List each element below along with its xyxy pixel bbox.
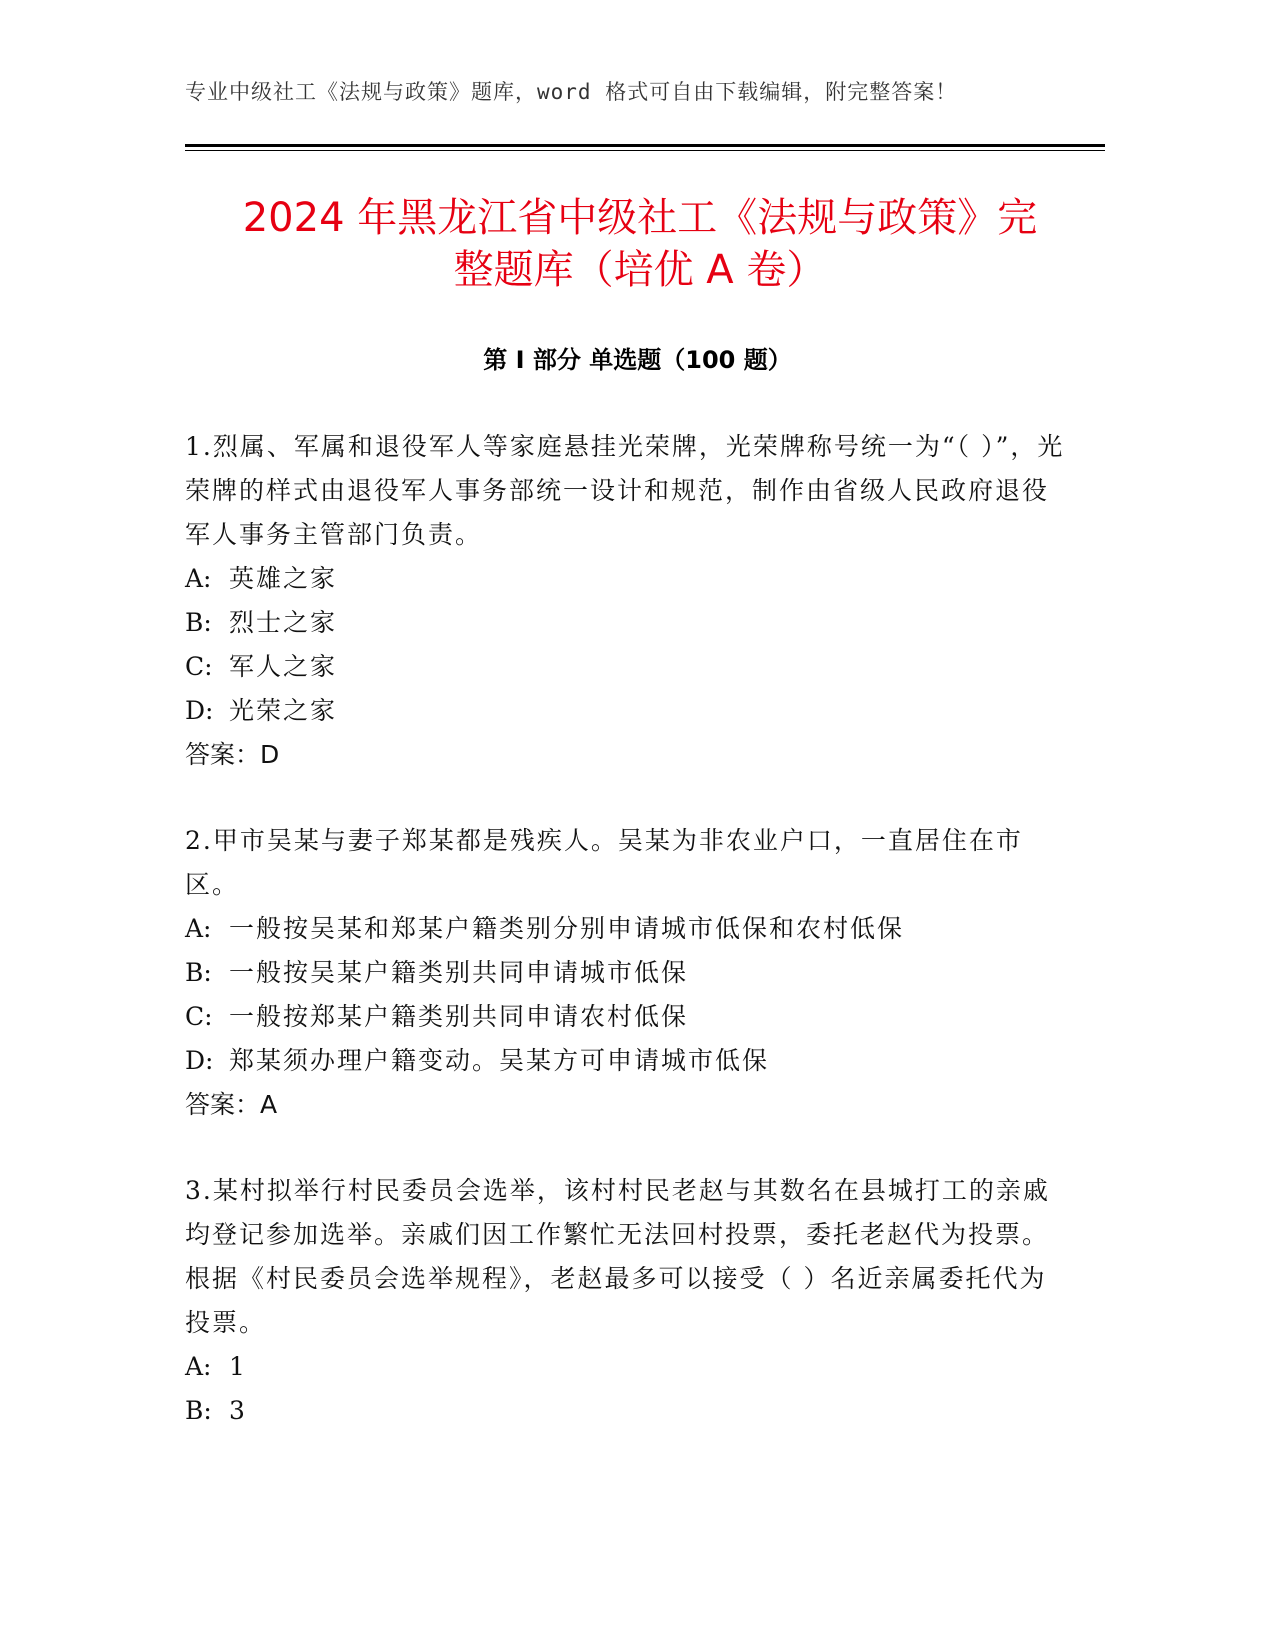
option-text: 3 xyxy=(229,1396,247,1425)
answer-line: 答案：D xyxy=(185,740,280,769)
header-rule-thin xyxy=(185,150,1105,151)
page-header: 专业中级社工《法规与政策》题库，word 格式可自由下载编辑，附完整答案！ xyxy=(185,80,958,104)
option-text: 郑某须办理户籍变动。吴某方可申请城市低保 xyxy=(229,1046,770,1075)
option-label: D: xyxy=(185,1046,214,1075)
option-a xyxy=(185,1345,1065,1389)
option-label: B: xyxy=(185,958,212,987)
question-item xyxy=(185,425,1065,777)
option-d xyxy=(185,1039,1065,1083)
section-heading: 第 I 部分 单选题（100 题） xyxy=(483,346,792,374)
option-label: A: xyxy=(185,1352,212,1381)
header-rule-thick xyxy=(185,144,1105,147)
answer-line: 答案：A xyxy=(185,1090,278,1119)
document-title xyxy=(140,192,1140,296)
option-b xyxy=(185,1389,1065,1433)
option-c xyxy=(185,995,1065,1039)
question-stem: 3.某村拟举行村民委员会选举，该村村民老赵与其数名在县城打工的亲戚均登记参加选举。亲戚们因工作繁忙无法回村投票，委托老赵代为投票。根据《村民委员会选举规程》，老赵最多可以接受（ ）名近亲属委托代为投票。 xyxy=(185,1176,1050,1337)
option-d xyxy=(185,689,1065,733)
option-a xyxy=(185,557,1065,601)
question-item xyxy=(185,819,1065,1127)
option-label: A: xyxy=(185,914,212,943)
option-label: C: xyxy=(185,652,213,681)
question-stem: 2.甲市吴某与妻子郑某都是残疾人。吴某为非农业户口，一直居住在市区。 xyxy=(185,826,1023,899)
option-text: 一般按郑某户籍类别共同申请农村低保 xyxy=(229,1002,689,1031)
title-line-1: 2024 年黑龙江省中级社工《法规与政策》完 xyxy=(242,195,1038,241)
option-a xyxy=(185,907,1065,951)
question-stem: 1.烈属、军属和退役军人等家庭悬挂光荣牌，光荣牌称号统一为“（ ）”，光荣牌的样式由退役军人事务部统一设计和规范，制作由省级人民政府退役军人事务主管部门负责。 xyxy=(185,432,1065,549)
question-item xyxy=(185,1169,1065,1433)
option-text: 光荣之家 xyxy=(229,696,338,725)
option-text: 一般按吴某和郑某户籍类别分别申请城市低保和农村低保 xyxy=(229,914,905,943)
question-list xyxy=(185,425,1065,1475)
option-b xyxy=(185,601,1065,645)
option-text: 烈士之家 xyxy=(229,608,338,637)
option-c xyxy=(185,645,1065,689)
option-label: A: xyxy=(185,564,212,593)
option-text: 1 xyxy=(229,1352,247,1381)
option-label: B: xyxy=(185,1396,212,1425)
title-line-2: 整题库（培优 A 卷） xyxy=(453,247,827,293)
option-text: 一般按吴某户籍类别共同申请城市低保 xyxy=(229,958,689,987)
option-text: 英雄之家 xyxy=(229,564,338,593)
option-label: B: xyxy=(185,608,212,637)
option-label: C: xyxy=(185,1002,213,1031)
option-label: D: xyxy=(185,696,214,725)
option-b xyxy=(185,951,1065,995)
option-text: 军人之家 xyxy=(229,652,338,681)
